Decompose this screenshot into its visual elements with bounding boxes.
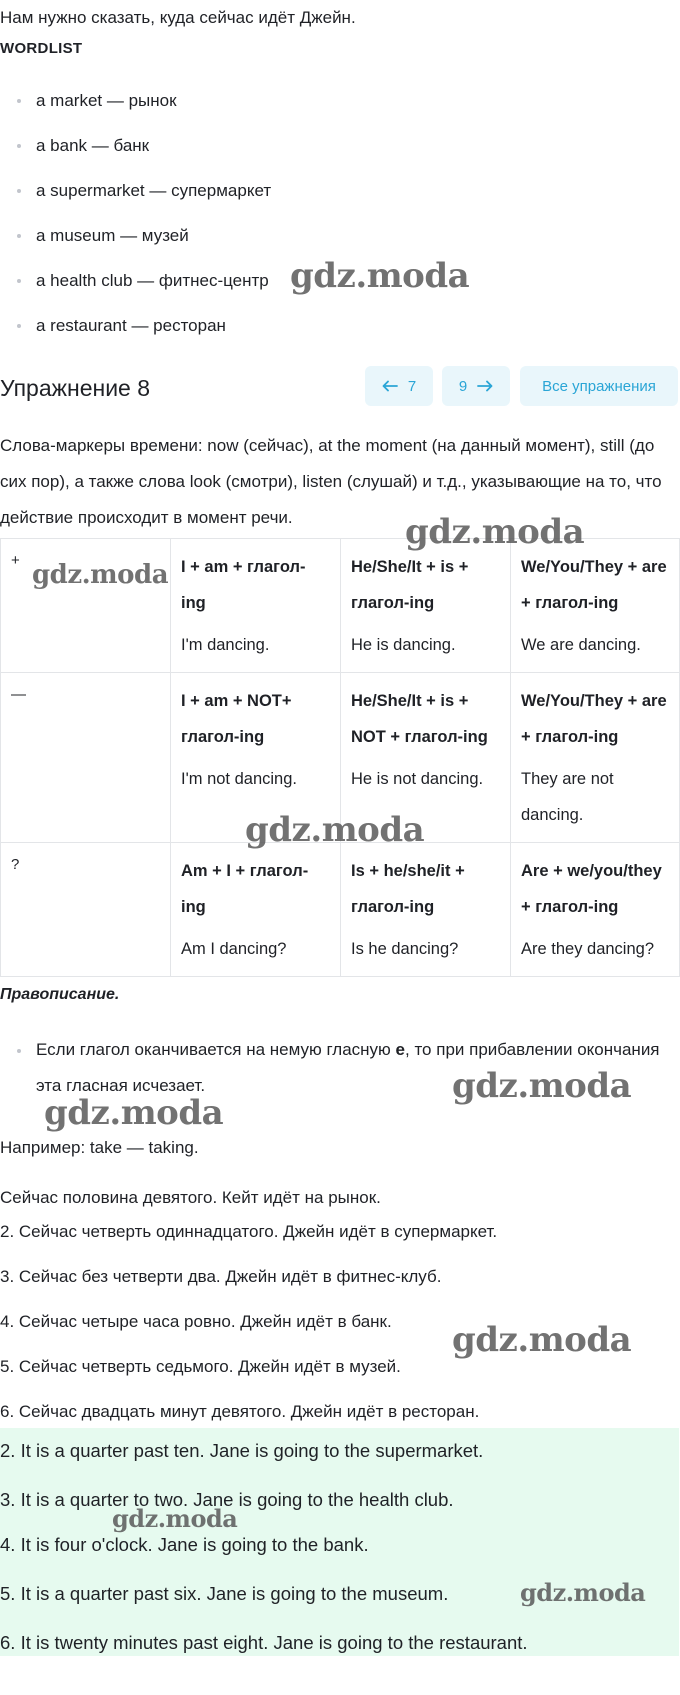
prev-exercise-button[interactable] [365, 366, 433, 406]
intro-text: Слова-маркеры времени: now (сейчас), at the moment (на данный момент), still (до сих пор), а также слова look (смотри), listen (слушай) и т.д., указывающие на то, что действие происходит в момент речи. [0, 436, 662, 527]
exercise-title: Упражнение 8 [0, 375, 151, 401]
example-text: Is he dancing? [351, 940, 459, 958]
translation-line: 2. Сейчас четверть одиннадцатого. Джейн идёт в супермаркет. [0, 1222, 498, 1241]
formula-text: We/You/They + are + глагол-ing [521, 692, 667, 746]
example-text: Are they dancing? [521, 940, 655, 958]
example-text: He is not dancing. [351, 770, 484, 788]
formula-text: Is + he/she/it + глагол-ing [351, 862, 465, 916]
table-cell [341, 539, 511, 673]
sign-cell: ? [1, 843, 171, 977]
spelling-title: Правописание. [0, 986, 120, 1003]
watermark: gdz.moda [452, 1066, 632, 1106]
all-exercises-button[interactable] [520, 366, 678, 406]
formula-text: Am + I + глагол-ing [181, 862, 309, 916]
arrow-right-icon [477, 380, 493, 392]
table-cell [511, 843, 680, 977]
answer-line: 4. It is four o'clock. Jane is going to the bank. [0, 1534, 369, 1555]
bullet-icon [17, 324, 21, 328]
list-item: a restaurant — ресторан [0, 313, 271, 358]
watermark: gdz.moda [520, 1578, 646, 1607]
formula-text: He/She/It + is + глагол-ing [351, 558, 469, 612]
spelling-rule: Если глагол оканчивается на немую гласную e, то при прибавлении окончания эта гласная исчезает. [0, 1032, 680, 1104]
table-cell [511, 673, 680, 843]
watermark: gdz.moda [44, 1093, 224, 1133]
watermark: gdz.moda [290, 256, 470, 296]
sign-cell: — [1, 673, 171, 843]
table-row [1, 843, 680, 977]
example-text: I'm dancing. [181, 636, 270, 654]
silent-vowel: e [395, 1040, 406, 1059]
watermark: gdz.moda [405, 512, 585, 552]
table-cell [341, 843, 511, 977]
answer-block [0, 1428, 679, 1656]
answer-line: 3. It is a quarter to two. Jane is going to the health club. [0, 1489, 454, 1510]
example-text: We are dancing. [521, 636, 641, 654]
example-text: He is dancing. [351, 636, 456, 654]
example-text: Am I dancing? [181, 940, 287, 958]
translation-line: 4. Сейчас четыре часа ровно. Джейн идёт в банк. [0, 1312, 392, 1331]
sign-cell: + [1, 539, 171, 673]
grammar-table [0, 538, 680, 977]
example-text: They are not dancing. [521, 770, 614, 824]
formula-text: Are + we/you/they + глагол-ing [521, 862, 662, 916]
translation-line: Сейчас половина девятого. Кейт идёт на рынок. [0, 1188, 381, 1207]
bullet-icon [17, 279, 21, 283]
answer-line: 6. It is twenty minutes past eight. Jane is going to the restaurant. [0, 1632, 528, 1653]
formula-text: He/She/It + is + NOT + глагол-ing [351, 692, 488, 746]
bullet-icon [17, 144, 21, 148]
bullet-icon [17, 189, 21, 193]
wordlist [0, 88, 271, 358]
watermark: gdz.moda [32, 560, 169, 590]
list-item: a market — рынок [0, 88, 271, 133]
example-text: I'm not dancing. [181, 770, 297, 788]
list-item: a museum — музей [0, 223, 271, 268]
list-item: a health club — фитнес-центр [0, 268, 271, 313]
translation-line: 6. Сейчас двадцать минут девятого. Джейн идёт в ресторан. [0, 1402, 480, 1421]
table-cell [171, 539, 341, 673]
next-exercise-button[interactable] [442, 366, 510, 406]
answer-line: 5. It is a quarter past six. Jane is going to the museum. [0, 1583, 449, 1604]
task-intro: Нам нужно сказать, куда сейчас идёт Джейн. [0, 8, 356, 27]
arrow-left-icon [382, 380, 398, 392]
wordlist-title: WORDLIST [0, 40, 83, 57]
list-item: a supermarket — супермаркет [0, 178, 271, 223]
translation-line: 3. Сейчас без четверти два. Джейн идёт в фитнес-клуб. [0, 1267, 442, 1286]
table-cell [171, 843, 341, 977]
next-exercise-label: 9 [458, 377, 468, 395]
formula-text: I + am + NOT+ глагол-ing [181, 692, 292, 746]
all-exercises-label: Все упражнения [542, 377, 656, 395]
formula-text: We/You/They + are + глагол-ing [521, 558, 667, 612]
formula-text: I + am + глагол-ing [181, 558, 306, 612]
bullet-icon [17, 99, 21, 103]
prev-exercise-label: 7 [407, 377, 417, 395]
spelling-example: Например: take — taking. [0, 1138, 199, 1157]
watermark: gdz.moda [245, 810, 425, 850]
table-row [1, 539, 680, 673]
watermark: gdz.moda [452, 1320, 632, 1360]
translation-line: 5. Сейчас четверть седьмого. Джейн идёт в музей. [0, 1357, 401, 1376]
watermark: gdz.moda [112, 1504, 238, 1533]
list-item: a bank — банк [0, 133, 271, 178]
bullet-icon [17, 234, 21, 238]
answer-line: 2. It is a quarter past ten. Jane is going to the supermarket. [0, 1440, 484, 1461]
bullet-icon [17, 1049, 21, 1053]
table-cell [511, 539, 680, 673]
